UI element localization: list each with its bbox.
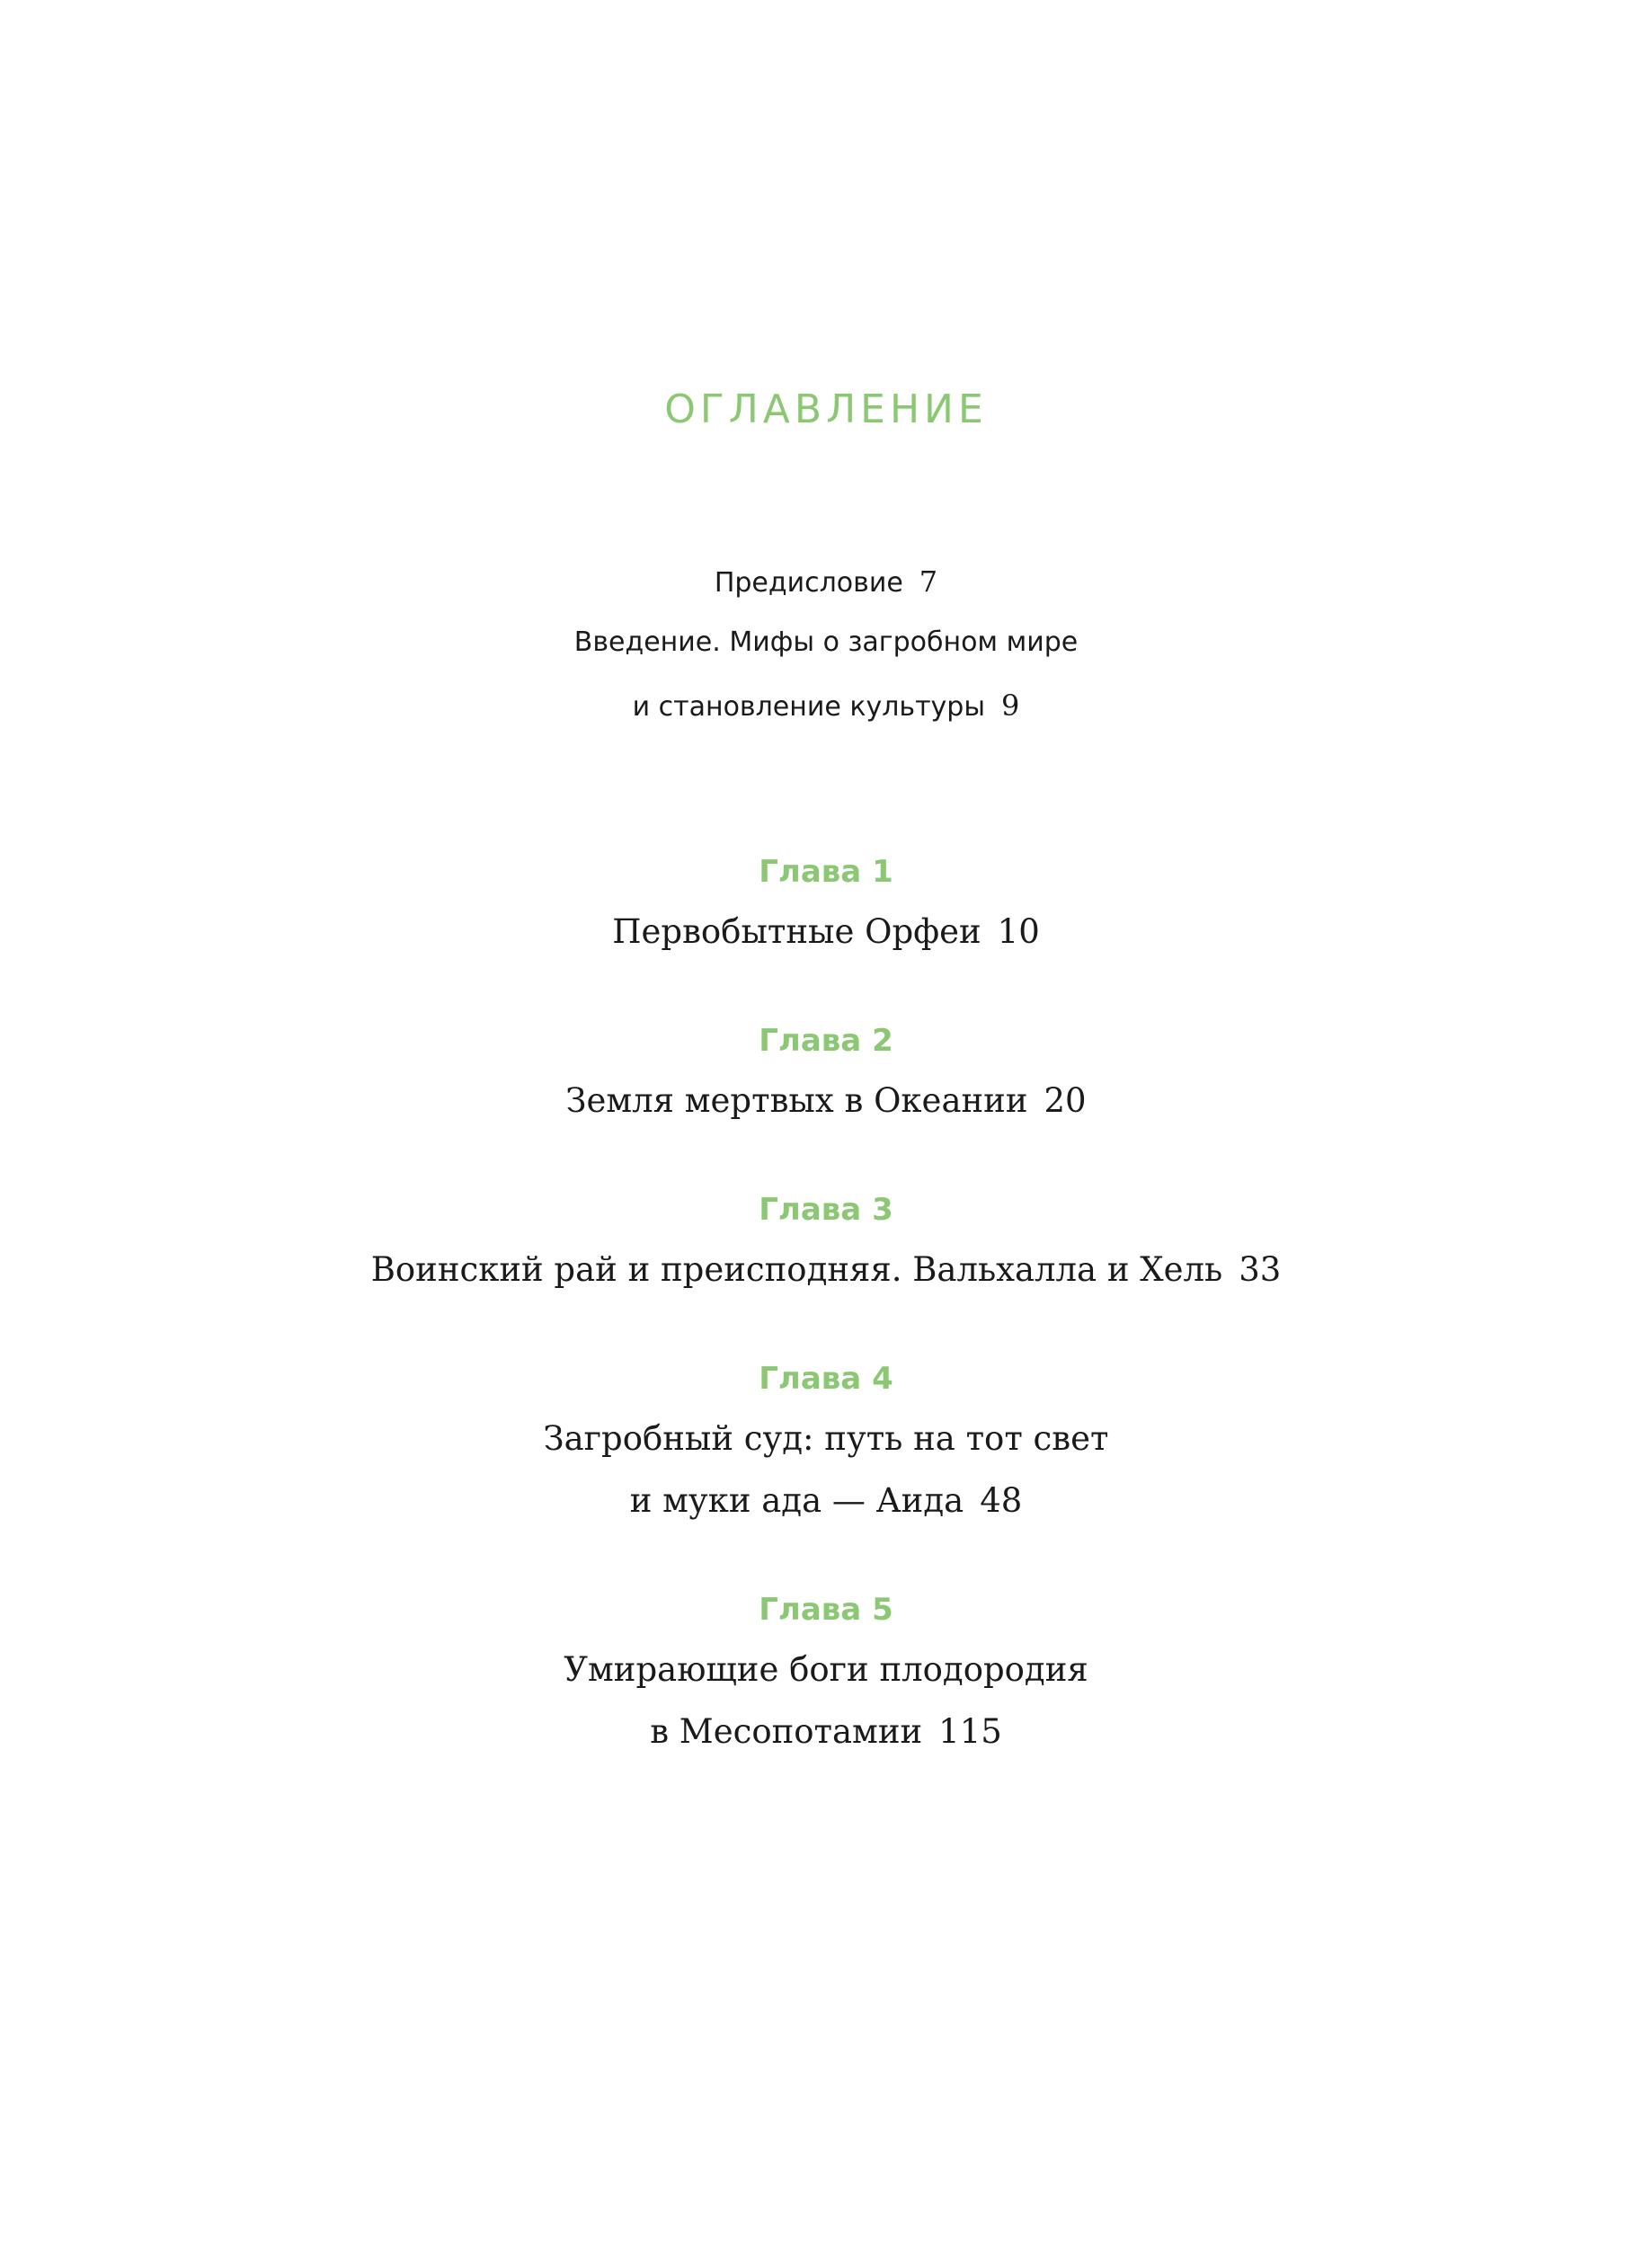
toc-entry-introduction[interactable] — [0, 626, 1652, 658]
entry-page-number: 20 — [1044, 1081, 1087, 1120]
toc-entry-chapter-4[interactable] — [0, 1419, 1652, 1458]
entry-title: Предисловие — [714, 567, 903, 599]
entry-page-number: 7 — [919, 564, 938, 599]
toc-entry-chapter-5-cont[interactable] — [0, 1712, 1652, 1751]
entry-title: и становление культуры — [632, 691, 986, 723]
entry-title: Земля мертвых в Океании — [565, 1081, 1028, 1120]
toc-entry-chapter-2[interactable] — [0, 1081, 1652, 1120]
toc-entry-chapter-1[interactable] — [0, 912, 1652, 951]
entry-page-number: 115 — [938, 1712, 1002, 1751]
entry-title: Введение. Мифы о загробном мире — [573, 626, 1079, 658]
entry-title: в Месопотамии — [650, 1712, 923, 1751]
chapter-label: Глава 1 — [759, 854, 893, 890]
chapter-label: Глава 2 — [759, 1023, 893, 1059]
chapter-label: Глава 3 — [759, 1192, 893, 1228]
toc-entry-introduction-cont[interactable] — [0, 688, 1652, 723]
toc-title: ОГЛАВЛЕНИЕ — [664, 386, 988, 432]
entry-title: Воинский рай и преисподняя. Вальхалла и Хель — [370, 1250, 1223, 1289]
entry-page-number: 33 — [1239, 1250, 1282, 1289]
entry-title: Первобытные Орфеи — [612, 912, 981, 951]
chapter-label: Глава 5 — [759, 1592, 893, 1628]
toc-entry-chapter-3[interactable] — [0, 1250, 1652, 1289]
toc-entry-chapter-4-cont[interactable] — [0, 1481, 1652, 1520]
entry-page-number: 48 — [980, 1481, 1023, 1520]
entry-title: Умирающие боги плодородия — [564, 1650, 1088, 1689]
toc-entry-chapter-5[interactable] — [0, 1650, 1652, 1689]
entry-title: Загробный суд: путь на тот свет — [543, 1419, 1109, 1458]
entry-page-number: 9 — [1001, 688, 1020, 723]
toc-entry-preface[interactable] — [0, 564, 1652, 599]
entry-page-number: 10 — [997, 912, 1040, 951]
chapter-label: Глава 4 — [759, 1361, 893, 1397]
entry-title: и муки ада — Аида — [629, 1481, 964, 1520]
